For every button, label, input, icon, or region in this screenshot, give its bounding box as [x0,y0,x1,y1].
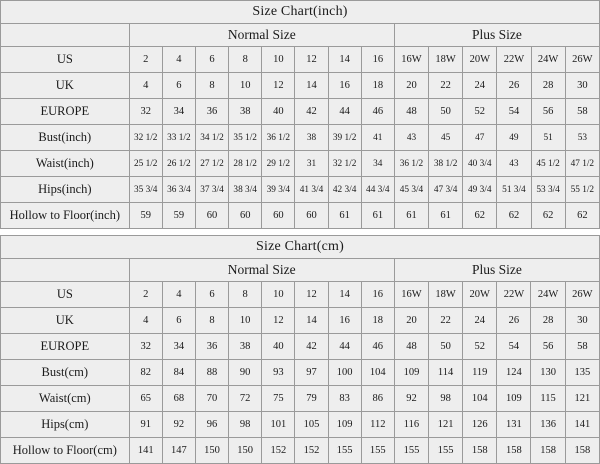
cell: 92 [394,386,428,412]
cell: 4 [129,73,162,99]
cell: 20W [463,47,497,73]
cell: 96 [195,412,228,438]
cell: 61 [394,203,428,229]
cell: 48 [394,99,428,125]
cell: 65 [129,386,162,412]
cell: 22W [497,47,531,73]
cell: 45 1/2 [531,151,565,177]
cell: 6 [195,282,228,308]
cell: 55 1/2 [565,177,599,203]
cell: 42 [295,99,328,125]
cell: 100 [328,360,361,386]
cell: 26 1/2 [162,151,195,177]
cell: 20 [394,308,428,334]
row-label: Waist(cm) [1,386,130,412]
cell: 51 3/4 [497,177,531,203]
cell: 16W [394,47,428,73]
cell: 44 3/4 [361,177,394,203]
cell: 6 [195,47,228,73]
cell: 16 [361,282,394,308]
cell: 91 [129,412,162,438]
row-label: EUROPE [1,99,130,125]
row-label: Bust(cm) [1,360,130,386]
cell: 30 [565,308,599,334]
cell: 26 [497,308,531,334]
cell: 61 [429,203,463,229]
cell: 109 [328,412,361,438]
cell: 24W [531,47,565,73]
cell: 8 [195,308,228,334]
cell: 32 [129,334,162,360]
cell: 84 [162,360,195,386]
cell: 36 1/2 [262,125,295,151]
cell: 14 [295,73,328,99]
cell: 44 [328,99,361,125]
table-row [1,360,600,386]
cell: 38 [295,125,328,151]
cell: 101 [262,412,295,438]
cell: 18W [429,282,463,308]
cell: 158 [463,438,497,464]
table-row [1,438,600,464]
table-row [1,386,600,412]
cell: 72 [229,386,262,412]
cell: 42 [295,334,328,360]
cell: 34 [361,151,394,177]
cell: 61 [361,203,394,229]
cell: 109 [394,360,428,386]
cell: 152 [262,438,295,464]
size-chart-cm [0,235,600,464]
cell: 58 [565,99,599,125]
cell: 90 [229,360,262,386]
cell: 141 [565,412,599,438]
cell: 28 [531,308,565,334]
cell: 18 [361,308,394,334]
cell: 124 [497,360,531,386]
cell: 36 [195,99,228,125]
cell: 59 [129,203,162,229]
table-row [1,73,600,99]
cell: 12 [262,73,295,99]
group-normal-size: Normal Size [129,24,394,47]
cell: 158 [531,438,565,464]
cell: 10 [262,282,295,308]
cell: 44 [328,334,361,360]
cell: 16 [328,308,361,334]
cell: 41 3/4 [295,177,328,203]
cell: 12 [295,47,328,73]
cell: 8 [195,73,228,99]
cell: 150 [229,438,262,464]
size-chart-cm-table [0,235,600,464]
cell: 16 [361,47,394,73]
cell: 40 3/4 [463,151,497,177]
chart-group-row [1,24,600,47]
chart-title-row [1,1,600,24]
cell: 62 [497,203,531,229]
cell: 147 [162,438,195,464]
cell: 58 [565,334,599,360]
cell: 83 [328,386,361,412]
cell: 26W [565,47,599,73]
cell: 50 [429,99,463,125]
cell: 114 [429,360,463,386]
cell: 98 [229,412,262,438]
cell: 34 [162,99,195,125]
row-label: Hips(inch) [1,177,130,203]
cell: 37 3/4 [195,177,228,203]
cell: 62 [565,203,599,229]
cell: 22 [429,308,463,334]
cell: 38 1/2 [429,151,463,177]
cell: 40 [262,334,295,360]
cell: 35 1/2 [229,125,262,151]
table-row [1,99,600,125]
row-label: Hollow to Floor(cm) [1,438,130,464]
cell: 28 [531,73,565,99]
cell: 25 1/2 [129,151,162,177]
cell: 22W [497,282,531,308]
cell: 56 [531,99,565,125]
cell: 155 [429,438,463,464]
cell: 14 [328,47,361,73]
cell: 115 [531,386,565,412]
chart-title: Size Chart(inch) [1,1,600,24]
cell: 31 [295,151,328,177]
group-normal-size: Normal Size [129,259,394,282]
cell: 109 [497,386,531,412]
cell: 121 [429,412,463,438]
cell: 126 [463,412,497,438]
cell: 86 [361,386,394,412]
cell: 27 1/2 [195,151,228,177]
cell: 10 [229,308,262,334]
cell: 155 [361,438,394,464]
cell: 155 [328,438,361,464]
cell: 30 [565,73,599,99]
cell: 70 [195,386,228,412]
cell: 105 [295,412,328,438]
cell: 12 [295,282,328,308]
cell: 14 [295,308,328,334]
cell: 53 3/4 [531,177,565,203]
size-chart-inch [0,0,600,229]
cell: 92 [162,412,195,438]
row-label: UK [1,308,130,334]
cell: 75 [262,386,295,412]
cell: 26 [497,73,531,99]
table-row [1,282,600,308]
cell: 2 [129,282,162,308]
cell: 104 [463,386,497,412]
cell: 32 [129,99,162,125]
cell: 79 [295,386,328,412]
table-row [1,203,600,229]
cell: 68 [162,386,195,412]
cell: 43 [394,125,428,151]
cell: 4 [129,308,162,334]
cell: 42 3/4 [328,177,361,203]
cell: 50 [429,334,463,360]
cell: 131 [497,412,531,438]
cell: 35 3/4 [129,177,162,203]
cell: 130 [531,360,565,386]
cell: 36 3/4 [162,177,195,203]
cell: 18 [361,73,394,99]
cell: 26W [565,282,599,308]
cell: 34 1/2 [195,125,228,151]
group-blank [1,259,130,282]
cell: 46 [361,334,394,360]
row-label: US [1,47,130,73]
cell: 4 [162,282,195,308]
cell: 112 [361,412,394,438]
cell: 93 [262,360,295,386]
cell: 34 [162,334,195,360]
cell: 59 [162,203,195,229]
cell: 141 [129,438,162,464]
cell: 52 [463,99,497,125]
group-blank [1,24,130,47]
cell: 12 [262,308,295,334]
chart-group-row [1,259,600,282]
cell: 82 [129,360,162,386]
cell: 40 [262,99,295,125]
cell: 8 [229,282,262,308]
size-chart-inch-table [0,0,600,229]
cell: 16 [328,73,361,99]
table-row [1,47,600,73]
cell: 41 [361,125,394,151]
cell: 6 [162,73,195,99]
cell: 32 1/2 [129,125,162,151]
cell: 14 [328,282,361,308]
cell: 32 1/2 [328,151,361,177]
cell: 97 [295,360,328,386]
cell: 28 1/2 [229,151,262,177]
cell: 60 [262,203,295,229]
cell: 38 [229,334,262,360]
cell: 61 [328,203,361,229]
table-row [1,334,600,360]
table-row [1,151,600,177]
cell: 136 [531,412,565,438]
cell: 60 [229,203,262,229]
cell: 45 [429,125,463,151]
cell: 22 [429,73,463,99]
cell: 135 [565,360,599,386]
row-label: Bust(inch) [1,125,130,151]
cell: 53 [565,125,599,151]
cell: 98 [429,386,463,412]
cell: 52 [463,334,497,360]
cell: 62 [531,203,565,229]
cell: 56 [531,334,565,360]
cell: 158 [497,438,531,464]
cell: 24 [463,308,497,334]
cell: 10 [262,47,295,73]
row-label: Waist(inch) [1,151,130,177]
row-label: Hips(cm) [1,412,130,438]
cell: 119 [463,360,497,386]
cell: 20 [394,73,428,99]
cell: 150 [195,438,228,464]
cell: 88 [195,360,228,386]
cell: 54 [497,334,531,360]
cell: 20W [463,282,497,308]
cell: 24 [463,73,497,99]
cell: 47 [463,125,497,151]
cell: 47 1/2 [565,151,599,177]
cell: 24W [531,282,565,308]
cell: 54 [497,99,531,125]
cell: 38 [229,99,262,125]
cell: 8 [229,47,262,73]
cell: 121 [565,386,599,412]
cell: 60 [295,203,328,229]
cell: 45 3/4 [394,177,428,203]
cell: 4 [162,47,195,73]
row-label: Hollow to Floor(inch) [1,203,130,229]
cell: 2 [129,47,162,73]
cell: 38 3/4 [229,177,262,203]
cell: 62 [463,203,497,229]
cell: 116 [394,412,428,438]
cell: 29 1/2 [262,151,295,177]
group-plus-size: Plus Size [394,24,599,47]
cell: 49 [497,125,531,151]
group-plus-size: Plus Size [394,259,599,282]
cell: 18W [429,47,463,73]
cell: 6 [162,308,195,334]
row-label: EUROPE [1,334,130,360]
cell: 39 3/4 [262,177,295,203]
chart-title-row [1,236,600,259]
cell: 39 1/2 [328,125,361,151]
table-row [1,308,600,334]
cell: 36 [195,334,228,360]
cell: 16W [394,282,428,308]
cell: 33 1/2 [162,125,195,151]
cell: 36 1/2 [394,151,428,177]
table-row [1,125,600,151]
cell: 47 3/4 [429,177,463,203]
cell: 10 [229,73,262,99]
cell: 152 [295,438,328,464]
table-row [1,177,600,203]
row-label: US [1,282,130,308]
cell: 49 3/4 [463,177,497,203]
chart-title: Size Chart(cm) [1,236,600,259]
cell: 51 [531,125,565,151]
cell: 60 [195,203,228,229]
cell: 48 [394,334,428,360]
table-row [1,412,600,438]
cell: 104 [361,360,394,386]
cell: 155 [394,438,428,464]
cell: 46 [361,99,394,125]
row-label: UK [1,73,130,99]
cell: 43 [497,151,531,177]
cell: 158 [565,438,599,464]
